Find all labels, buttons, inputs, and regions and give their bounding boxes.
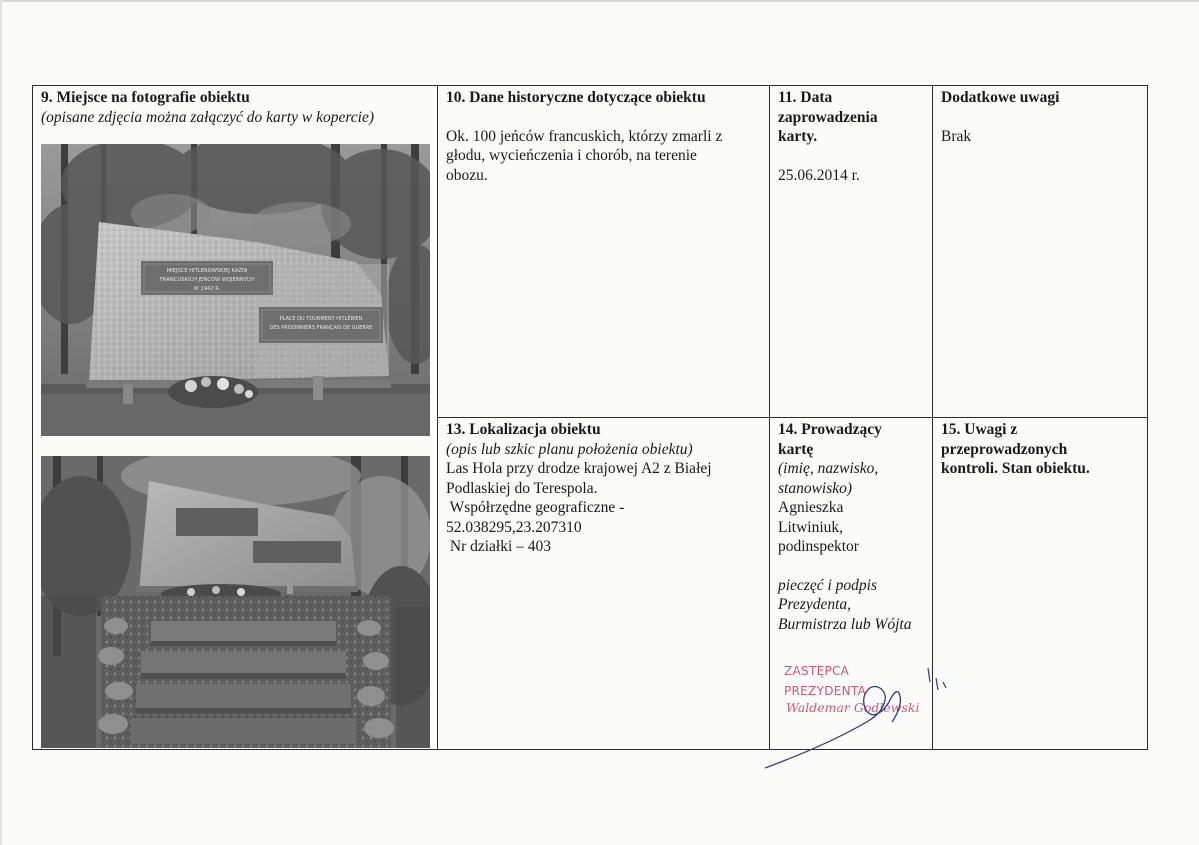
section9-subheading: (opisane zdjęcia można załączyć do karty w kopercie) bbox=[41, 108, 375, 126]
author-line: Agnieszka bbox=[778, 499, 844, 516]
monument-photo-1 bbox=[41, 144, 430, 436]
sign-note-line: pieczęć i podpis bbox=[778, 576, 878, 594]
section11-heading-line: karty. bbox=[778, 128, 818, 145]
section14-subheading-line: (imię, nazwisko, bbox=[778, 460, 879, 477]
sign-note-line: Prezydenta, bbox=[778, 596, 852, 613]
section11-heading-line: zaprowadzenia bbox=[778, 108, 878, 126]
plaque-right-line-2: DES PRISONNIERS FRANÇAIS DE GUERRE bbox=[269, 325, 373, 331]
inspection-notes-cell bbox=[933, 418, 1148, 750]
monument-photo-2 bbox=[41, 456, 430, 748]
section11-heading-line: 11. Data bbox=[778, 89, 833, 106]
section15-heading-line: kontroli. Stan obiektu. bbox=[941, 460, 1090, 477]
section14-subheading-line: stanowisko) bbox=[778, 479, 853, 497]
official-stamp-title: ZASTĘPCA PREZYDENTA bbox=[784, 664, 867, 698]
additional-notes-heading: Dodatkowe uwagi bbox=[941, 89, 1060, 106]
card-date-value: 25.06.2014 r. bbox=[778, 166, 860, 184]
section15-heading-line: przeprowadzonych bbox=[941, 440, 1068, 458]
section10-line: Ok. 100 jeńców francuskich, którzy zmarli z bbox=[446, 127, 723, 145]
card-date-cell bbox=[770, 86, 933, 418]
scan-edge bbox=[0, 0, 2, 845]
section9-heading: 9. Miejsce na fotografie obiektu bbox=[41, 89, 250, 106]
plaque-left-line-3: W 1942 R. bbox=[193, 286, 221, 292]
section14-heading-line: 14. Prowadzący bbox=[778, 421, 882, 438]
additional-notes-cell bbox=[933, 86, 1148, 418]
historical-data-cell bbox=[438, 86, 770, 418]
section10-line: obozu. bbox=[446, 166, 488, 184]
section13-heading: 13. Lokalizacja obiektu bbox=[446, 421, 601, 438]
location-line: Podlaskiej do Terespola. bbox=[446, 479, 598, 497]
author-line: podinspektor bbox=[778, 538, 859, 555]
plaque-right-line-1: PLACE DU TOURMENT HITLÉRIEN bbox=[279, 316, 363, 322]
scan-edge bbox=[0, 0, 1199, 2]
section10-line: głodu, wycieńczenia i chorób, na terenie bbox=[446, 147, 697, 164]
location-coordinates: 52.038295,23.207310 bbox=[446, 518, 582, 536]
location-line: Współrzędne geograficzne - bbox=[446, 499, 625, 516]
record-card-table bbox=[32, 85, 1148, 750]
official-stamp-name: Waldemar Godlewski bbox=[786, 700, 920, 715]
photo-section bbox=[33, 86, 438, 750]
location-cell bbox=[438, 418, 770, 750]
plaque-left-line-2: FRANCUSKICH JEŃCÓW WOJENNYCH bbox=[160, 277, 254, 283]
additional-notes-value: Brak bbox=[941, 127, 972, 145]
location-line: Las Hola przy drodze krajowej A2 z Białej bbox=[446, 460, 712, 477]
section15-heading-line: 15. Uwagi z bbox=[941, 421, 1018, 438]
section14-heading-line: kartę bbox=[778, 440, 814, 458]
section13-subheading: (opis lub szkic planu położenia obiektu) bbox=[446, 440, 693, 458]
section10-heading: 10. Dane historyczne dotyczące obiektu bbox=[446, 89, 706, 106]
author-line: Litwiniuk, bbox=[778, 518, 844, 536]
plaque-left-line-1: MIEJSCE HITLEROWSKIEJ KAŹNI bbox=[166, 268, 248, 274]
location-plot-number: Nr działki – 403 bbox=[446, 538, 552, 555]
sign-note-line: Burmistrza lub Wójta bbox=[778, 615, 912, 633]
handwritten-signature bbox=[760, 660, 960, 775]
